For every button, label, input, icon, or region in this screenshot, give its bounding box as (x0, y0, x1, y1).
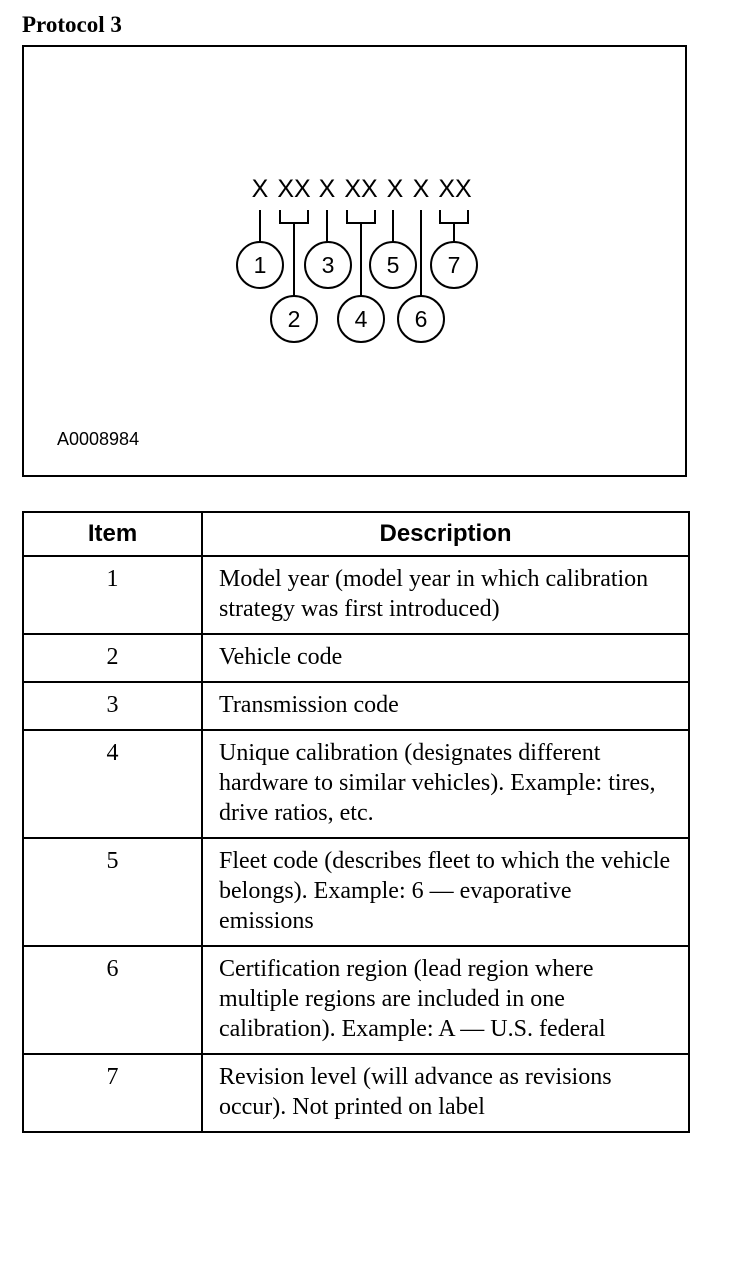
callout-label-3: 3 (321, 252, 335, 278)
table-row (23, 946, 689, 1054)
figure-id-label: A0008984 (57, 429, 140, 449)
item-cell: 1 (23, 556, 202, 634)
callout-label-6: 6 (414, 306, 428, 332)
column-header-description: Description (202, 512, 689, 556)
callout-label-7: 7 (447, 252, 461, 278)
bracket-7 (440, 210, 468, 223)
code-group-4: XX (344, 175, 378, 203)
page-heading: Protocol 3 (22, 12, 122, 37)
item-cell: 7 (23, 1054, 202, 1132)
code-diagram-svg (24, 47, 685, 475)
item-cell: 5 (23, 838, 202, 946)
code-group-2: XX (277, 175, 311, 203)
code-group-3: X (318, 175, 336, 203)
table-row (23, 730, 689, 838)
description-cell: Fleet code (describes fleet to which the vehicle belongs). Example: 6 — evaporative emissions (202, 838, 689, 946)
callout-label-4: 4 (354, 306, 368, 332)
bracket-4 (347, 210, 375, 223)
code-group-7: XX (438, 175, 472, 203)
code-group-1: X (251, 175, 269, 203)
description-cell: Revision level (will advance as revisions occur). Not printed on label (202, 1054, 689, 1132)
table-row (23, 556, 689, 634)
table-row (23, 682, 689, 730)
bracket-2 (280, 210, 308, 223)
description-cell: Unique calibration (designates different hardware to similar vehicles). Example: tires, drive ratios, etc. (202, 730, 689, 838)
item-cell: 6 (23, 946, 202, 1054)
callout-label-5: 5 (386, 252, 400, 278)
table-row (23, 1054, 689, 1132)
table-row (23, 838, 689, 946)
description-table (22, 511, 690, 1133)
item-cell: 2 (23, 634, 202, 682)
code-group-5: X (386, 175, 404, 203)
description-cell: Transmission code (202, 682, 689, 730)
description-cell: Vehicle code (202, 634, 689, 682)
description-cell: Certification region (lead region where multiple regions are included in one calibration). Example: A — U.S. federal (202, 946, 689, 1054)
column-header-item: Item (23, 512, 202, 556)
callout-label-2: 2 (287, 306, 301, 332)
table-row (23, 634, 689, 682)
table-header-row (23, 512, 689, 556)
callout-label-1: 1 (253, 252, 267, 278)
item-cell: 3 (23, 682, 202, 730)
code-group-6: X (412, 175, 430, 203)
code-diagram (22, 45, 687, 477)
item-cell: 4 (23, 730, 202, 838)
description-cell: Model year (model year in which calibration strategy was first introduced) (202, 556, 689, 634)
